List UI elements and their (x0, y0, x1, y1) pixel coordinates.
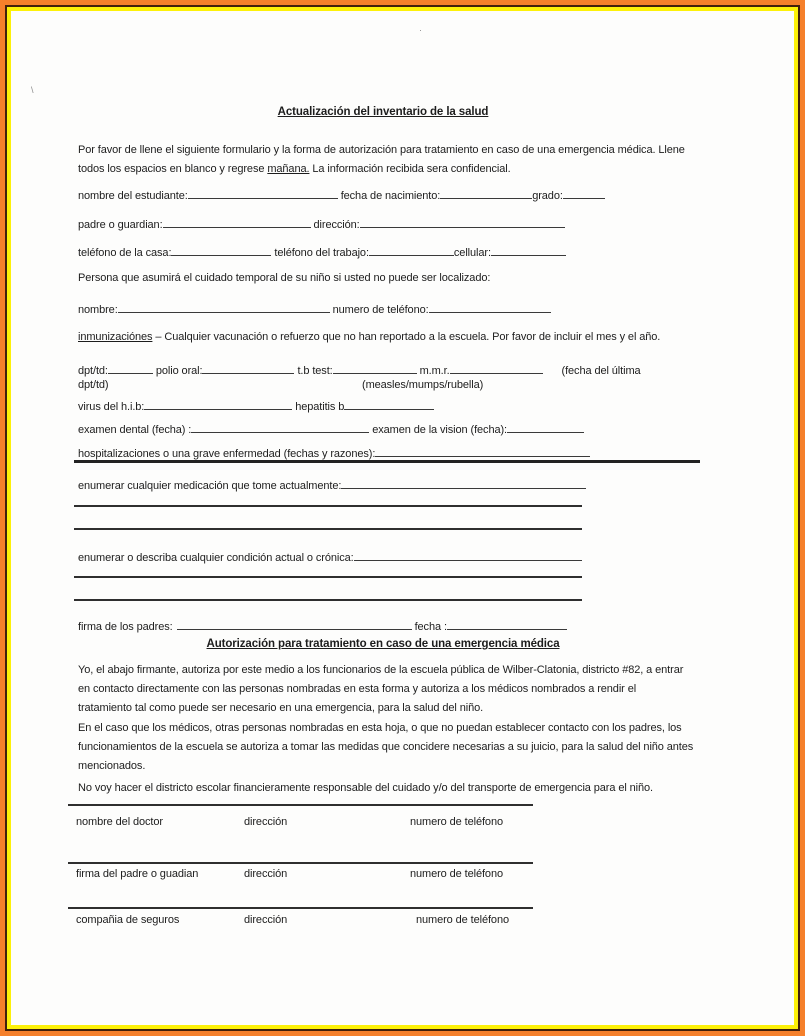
medications-label: enumerar cualquier medicación que tome actualmente: (78, 480, 342, 492)
doctor-address-label: dirección (244, 816, 288, 828)
vision-exam-label: examen de la vision (fecha): (372, 424, 508, 436)
insurance-address-label: dirección (244, 914, 288, 926)
dpt-label: dpt/td: (78, 365, 108, 377)
scan-artifact: \ (31, 85, 34, 95)
doctor-row (11, 816, 794, 830)
insurance-phone-label: numero de teléfono (416, 914, 509, 926)
caretaker-name-label: nombre: (78, 304, 118, 316)
immunization-row-2 (78, 379, 484, 394)
vision-exam-blank (507, 420, 584, 433)
guardian-signature-label: firma del padre o guadian (76, 868, 199, 880)
intro-paragraph (78, 141, 685, 179)
scanned-health-form-page (11, 11, 794, 1025)
authorization-paragraph-3: No voy hacer el districto escolar financieramente responsable del cuidado y/o del transporte de emergencia para el niño. (78, 782, 654, 794)
dental-exam-label: examen dental (fecha) : (78, 424, 192, 436)
home-phone-label: teléfono de la casa: (78, 247, 172, 259)
phones-row (78, 243, 566, 258)
immunizations-word: inmunizaciónes (78, 331, 153, 343)
date-blank (447, 617, 567, 630)
work-phone-blank (369, 243, 454, 256)
tb-blank (333, 361, 417, 374)
hepb-label: hepatitis b (295, 401, 345, 413)
intro-line-1: Por favor de llene el siguiente formulario y la forma de autorización para tratamiento en caso de una emergencia médica. Llene (78, 144, 685, 156)
guardian-row-line (68, 862, 533, 864)
insurance-row (11, 914, 794, 928)
mmr-label: m.m.r. (419, 365, 450, 377)
insurance-company-label: compañia de seguros (76, 914, 180, 926)
immunizations-lead: inmunizaciónes – Cualquier vacunación o refuerzo que no han reportado a la escuela. Por favor de incluir el mes y el año. (78, 331, 661, 343)
parent-signature-blank (177, 617, 412, 630)
student-name-blank (188, 186, 338, 199)
parent-label: padre o guardian: (78, 219, 163, 231)
dental-exam-blank (191, 420, 369, 433)
dob-blank (440, 186, 532, 199)
guardian-phone-label: numero de teléfono (410, 868, 503, 880)
mmr-subnote: (measles/mumps/rubella) (362, 379, 484, 391)
underlined-manana: mañana. (267, 163, 310, 175)
guardian-address-label: dirección (244, 868, 288, 880)
dpt-blank (108, 361, 153, 374)
medications-extra-line-1 (74, 505, 582, 507)
exams-row (78, 420, 584, 435)
polio-label: polio oral: (155, 365, 203, 377)
caretaker-name-blank (118, 300, 330, 313)
scan-artifact: · (419, 25, 422, 35)
hib-blank (144, 397, 292, 410)
section-divider-line (74, 460, 700, 463)
immunization-row-3 (78, 397, 434, 412)
tb-label: t.b test: (297, 365, 333, 377)
authorization-heading: Autorización para tratamiento en caso de una emergencia médica (206, 638, 560, 650)
cell-phone-label: cellular: (453, 247, 491, 259)
parent-row (78, 215, 565, 230)
mmr-blank (450, 361, 543, 374)
student-name-label: nombre del estudiante: (78, 190, 188, 202)
student-row (78, 186, 605, 201)
immunization-row-1 (78, 361, 641, 376)
conditions-extra-line-1 (74, 576, 582, 578)
home-phone-blank (171, 243, 271, 256)
mmr-note: (fecha del última (561, 365, 641, 377)
doctor-phone-label: numero de teléfono (410, 816, 503, 828)
insurance-row-line (68, 907, 533, 909)
conditions-blank (354, 548, 582, 561)
authorization-paragraph-2: En el caso que los médicos, otras personas nombradas en esta hoja, o que no puedan establecer contacto con los padres, los funcionamientos de la escuela se autoriza a tomar las medidas que concidere necesarias a su juicio, para la salud del niño antes mencionados. (78, 722, 694, 772)
address-blank (360, 215, 565, 228)
dpt-note: dpt/td) (78, 379, 109, 391)
caretaker-phone-blank (429, 300, 551, 313)
cell-phone-blank (491, 243, 566, 256)
date-label: fecha : (414, 621, 447, 633)
parent-signature-label: firma de los padres: (78, 621, 173, 633)
authorization-paragraph-1: Yo, el abajo firmante, autoriza por este medio a los funcionarios de la escuela pública de Wilber-Clatonia, districto #82, a entrar en contacto directamente con las personas nombradas en esta forma y autoriza a los médicos nombrados a rendir el tratamiento tal como puede ser necesario en una emergencia, para la salud del niño. (78, 664, 684, 714)
polio-blank (202, 361, 294, 374)
medications-row (78, 476, 586, 491)
address-label: dirección: (313, 219, 360, 231)
conditions-extra-line-2 (74, 599, 582, 601)
grade-blank (563, 186, 605, 199)
caretaker-row (78, 300, 551, 315)
caretaker-heading: Persona que asumirá el cuidado temporal de su niño si usted no puede ser localizado: (78, 272, 491, 284)
hepb-blank (344, 397, 434, 410)
guardian-row (11, 868, 794, 882)
hospitalizations-blank (375, 444, 590, 457)
hospitalizations-label: hospitalizaciones o una grave enfermedad (fechas y razones): (78, 448, 376, 460)
dob-label: fecha de nacimiento: (340, 190, 441, 202)
doctor-row-line (68, 804, 533, 806)
doctor-name-label: nombre del doctor (76, 816, 163, 828)
medications-extra-line-2 (74, 528, 582, 530)
form-title: Actualización del inventario de la salud (277, 106, 489, 118)
medications-blank (341, 476, 586, 489)
grade-label: grado: (532, 190, 563, 202)
conditions-label: enumerar o describa cualquier condición actual o crónica: (78, 552, 354, 564)
hospitalizations-row (78, 444, 590, 459)
work-phone-label: teléfono del trabajo: (274, 247, 369, 259)
intro-line-2: todos los espacios en blanco y regrese mañana. La información recibida sera confidencial. (78, 163, 511, 175)
hib-label: virus del h.i.b: (78, 401, 145, 413)
conditions-row (78, 548, 582, 563)
caretaker-phone-label: numero de teléfono: (332, 304, 429, 316)
parent-blank (163, 215, 311, 228)
parent-signature-row (78, 617, 567, 632)
